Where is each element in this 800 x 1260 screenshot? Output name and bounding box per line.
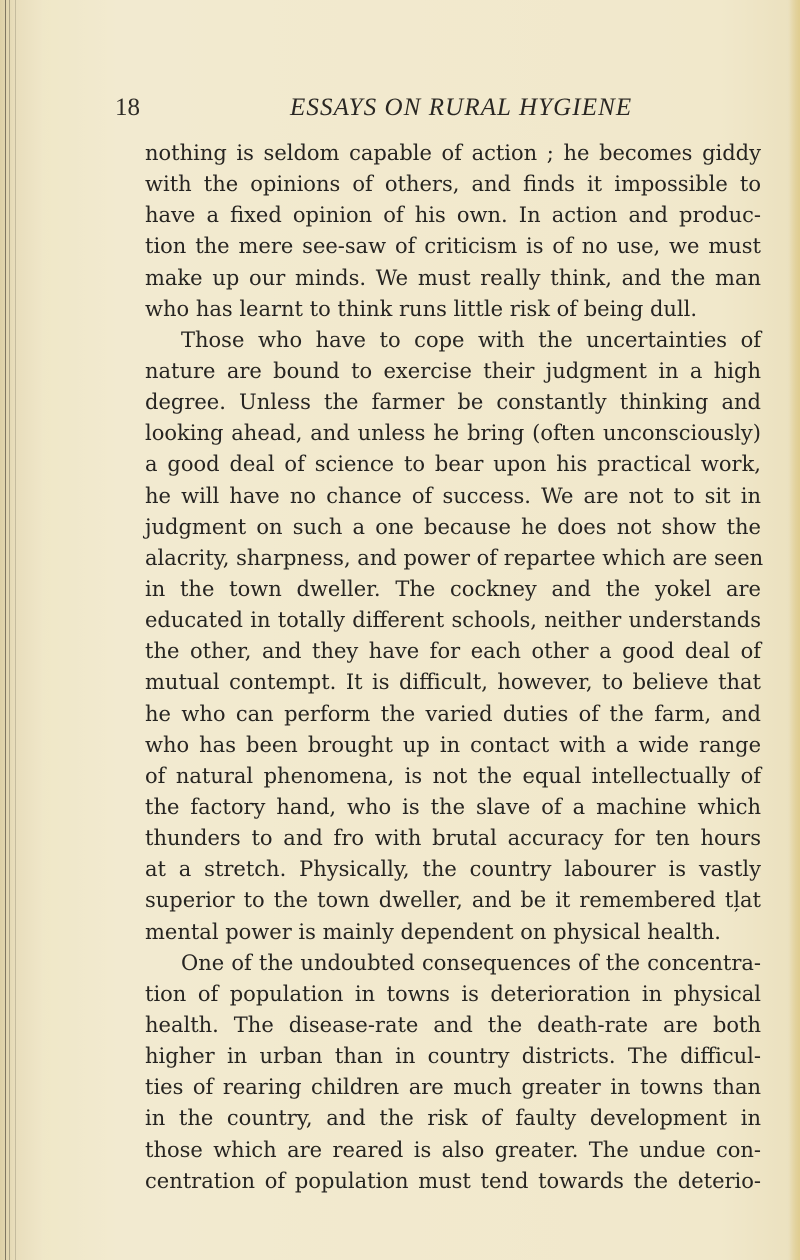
page-number: 18 [115,94,140,121]
text-line: who has been brought up in contact with a wide range [145,732,761,757]
text-line: of natural phenomena, is not the equal intellectually of [145,763,761,788]
text-line: he who can perform the varied duties of the farm, and [145,701,761,726]
text-line: the other, and they have for each other a good deal of [145,639,761,664]
text-line: who has learnt to think runs little risk of being dull. [145,296,698,321]
text-line: judgment on such a one because he does not show the [145,514,761,539]
text-line: centration of population must tend towards the deterio- [145,1168,761,1193]
text-line: health. The disease-rate and the death-rate are both [145,1012,761,1037]
page-header [115,89,765,125]
text-line: at a stretch. Physically, the country labourer is vastly [145,857,761,882]
page-gutter-shadow [0,0,42,1260]
text-line: mental power is mainly dependent on physical health. [145,919,721,944]
text-line: he will have no chance of success. We are not to sit in [145,483,761,508]
text-line: superior to the town dweller, and be it remembered tl̦at [145,888,761,913]
text-line: nature are bound to exercise their judgment in a high [145,358,761,383]
text-line: degree. Unless the farmer be constantly thinking and [145,390,761,415]
text-line: a good deal of science to bear upon his practical work, [145,452,761,477]
text-line: Those who have to cope with the uncertainties of [181,327,761,352]
text-line: the factory hand, who is the slave of a machine which [145,794,761,819]
text-line: in the town dweller. The cockney and the yokel are [145,576,761,601]
text-line: tion of population in towns is deterioration in physical [145,981,761,1006]
text-line: have a fixed opinion of his own. In action and produc- [145,203,761,228]
body-text [145,138,764,1197]
text-line: nothing is seldom capable of action ; he becomes giddy [145,141,761,165]
running-head: ESSAYS ON RURAL HYGIENE [290,94,633,121]
text-line: higher in urban than in country districts. The difficul- [145,1044,761,1069]
text-line: thunders to and fro with brutal accuracy for ten hours [145,826,761,851]
text-line: educated in totally different schools, neither understands [145,608,761,633]
text-line: looking ahead, and unless he bring (often unconsciously) [145,421,761,446]
text-line: those which are reared is also greater. The undue con- [145,1137,761,1162]
text-line: make up our minds. We must really think, and the man [145,265,761,290]
text-line: tion the mere see-saw of criticism is of no use, we must [145,234,761,259]
text-line: in the country, and the risk of faulty development in [145,1106,761,1131]
text-line: One of the undoubted consequences of the concentra- [181,950,761,975]
text-line: ties of rearing children are much greater in towns than [145,1075,761,1100]
page-right-edge [788,0,800,1260]
page-edge-line [9,0,10,1260]
text-line: mutual contempt. It is difficult, however, to believe that [145,670,761,695]
page-edge-line [5,0,6,1260]
text-line: with the opinions of others, and finds it impossible to [145,172,761,197]
text-line: alacrity, sharpness, and power of repartee which are seen [145,545,764,570]
page-edge-line [15,0,16,1260]
